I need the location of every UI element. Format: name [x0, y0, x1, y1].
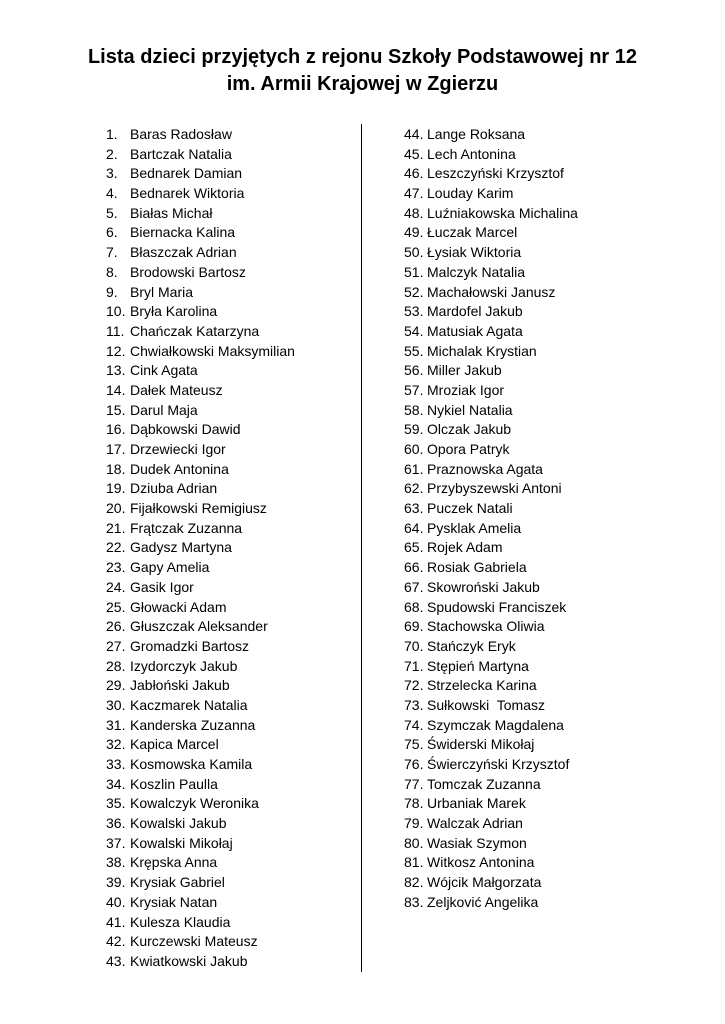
list-item-number: 30.	[106, 696, 126, 713]
list-item	[404, 755, 578, 775]
list-item	[106, 932, 295, 952]
list-item	[404, 164, 578, 184]
list-item-number: 64.	[404, 519, 424, 536]
list-item	[106, 164, 295, 184]
list-item	[404, 637, 578, 657]
list-item-name: Dąbkowski Dawid	[130, 421, 241, 438]
list-item-number: 44.	[404, 126, 424, 142]
list-item	[106, 243, 295, 263]
list-item-number: 51.	[404, 263, 424, 280]
list-item-number: 65.	[404, 539, 424, 556]
list-item	[404, 814, 578, 834]
list-item-number: 71.	[404, 657, 424, 674]
list-item-name: Fijałkowski Remigiusz	[130, 500, 267, 517]
list-item	[404, 538, 578, 558]
list-item-name: Bryła Karolina	[130, 303, 218, 320]
list-item	[404, 657, 578, 677]
list-item-number: 69.	[404, 618, 424, 635]
list-item-number: 82.	[404, 874, 424, 891]
list-item-number: 50.	[404, 244, 424, 261]
list-item-number: 4.	[106, 185, 118, 202]
list-item	[106, 204, 295, 224]
list-item-number: 41.	[106, 913, 126, 930]
list-item	[106, 401, 295, 421]
list-item	[404, 893, 578, 913]
list-item-number: 40.	[106, 893, 126, 910]
list-item	[106, 853, 295, 873]
list-item	[404, 558, 578, 578]
list-item	[404, 263, 578, 283]
list-item-name: Zeljković Angelika	[427, 893, 539, 910]
list-item-name: Świderski Mikołaj	[427, 736, 535, 753]
list-item-number: 28.	[106, 657, 126, 674]
list-item-number: 53.	[404, 303, 424, 320]
list-item	[404, 184, 578, 204]
list-item-number: 38.	[106, 854, 126, 871]
list-item-name: Tomczak Zuzanna	[427, 775, 541, 792]
list-item-name: Rosiak Gabriela	[427, 559, 527, 576]
list-item-name: Wójcik Małgorzata	[427, 874, 542, 891]
list-item-name: Michalak Krystian	[427, 342, 537, 359]
list-item-number: 16.	[106, 421, 126, 438]
list-item	[106, 696, 295, 716]
list-item	[404, 873, 578, 893]
list-item-name: Kapica Marcel	[130, 736, 219, 753]
list-item	[404, 578, 578, 598]
list-item-name: Leszczyński Krzysztof	[427, 165, 564, 182]
list-item-number: 68.	[404, 598, 424, 615]
list-item-number: 47.	[404, 185, 424, 202]
list-item-name: Kurczewski Mateusz	[130, 933, 258, 950]
list-item-name: Strzelecka Karina	[427, 677, 537, 694]
list-item-name: Gadysz Martyna	[130, 539, 232, 556]
list-item	[404, 853, 578, 873]
list-item	[404, 598, 578, 618]
list-item	[106, 735, 295, 755]
list-item-number: 21.	[106, 519, 126, 536]
list-item-number: 83.	[404, 893, 424, 910]
list-item-name: Jabłoński Jakub	[130, 677, 230, 694]
list-item-name: Kanderska Zuzanna	[130, 716, 256, 733]
list-item-name: Baras Radosław	[130, 126, 232, 142]
list-item-number: 19.	[106, 480, 126, 497]
list-item-name: Białas Michał	[130, 204, 213, 221]
list-item	[404, 499, 578, 519]
list-item-name: Mardofel Jakub	[427, 303, 523, 320]
list-item	[106, 125, 295, 145]
list-item	[404, 223, 578, 243]
list-item-number: 8.	[106, 263, 118, 280]
list-item	[404, 479, 578, 499]
list-item-name: Stańczyk Eryk	[427, 637, 516, 654]
list-item	[404, 735, 578, 755]
list-item	[106, 598, 295, 618]
list-item	[106, 381, 295, 401]
list-item	[106, 361, 295, 381]
list-item-number: 29.	[106, 677, 126, 694]
list-item-name: Koszlin Paulla	[130, 775, 218, 792]
list-item	[106, 223, 295, 243]
list-item-name: Frątczak Zuzanna	[130, 519, 243, 536]
list-item-name: Chańczak Katarzyna	[130, 322, 260, 339]
list-item-number: 6.	[106, 224, 118, 241]
list-item-number: 34.	[106, 775, 126, 792]
list-item-number: 77.	[404, 775, 424, 792]
list-item-name: Nykiel Natalia	[427, 401, 513, 418]
list-item	[106, 873, 295, 893]
list-item-name: Krysiak Gabriel	[130, 874, 225, 891]
list-column-right	[404, 125, 578, 913]
list-item-number: 12.	[106, 342, 126, 359]
list-item-name: Bryl Maria	[130, 283, 194, 300]
list-item-name: Krysiak Natan	[130, 893, 218, 910]
list-item-name: Bednarek Wiktoria	[130, 185, 245, 202]
list-item-number: 67.	[404, 578, 424, 595]
list-item	[404, 519, 578, 539]
list-item-number: 15.	[106, 401, 126, 418]
list-item	[404, 322, 578, 342]
list-item-number: 31.	[106, 716, 126, 733]
list-item-name: Chwiałkowski Maksymilian	[130, 342, 295, 359]
list-item-name: Cink Agata	[130, 362, 198, 379]
list-item-number: 35.	[106, 795, 126, 812]
list-item	[404, 283, 578, 303]
list-item-number: 58.	[404, 401, 424, 418]
list-item-number: 57.	[404, 381, 424, 398]
list-item	[404, 342, 578, 362]
column-divider	[361, 124, 362, 972]
list-item	[106, 440, 295, 460]
list-item-number: 52.	[404, 283, 424, 300]
list-item-number: 5.	[106, 204, 118, 221]
list-item-number: 27.	[106, 637, 126, 654]
list-item-number: 25.	[106, 598, 126, 615]
list-item	[106, 755, 295, 775]
list-item	[106, 952, 295, 972]
list-item-name: Machałowski Janusz	[427, 283, 556, 300]
list-item-number: 46.	[404, 165, 424, 182]
list-item-number: 61.	[404, 460, 424, 477]
list-item-number: 66.	[404, 559, 424, 576]
list-item	[106, 420, 295, 440]
list-item-name: Miller Jakub	[427, 362, 502, 379]
list-item	[404, 243, 578, 263]
list-item-number: 1.	[106, 126, 118, 142]
list-item	[404, 676, 578, 696]
list-item	[106, 322, 295, 342]
list-item-name: Gasik Igor	[130, 578, 194, 595]
list-item-number: 49.	[404, 224, 424, 241]
list-item-name: Głuszczak Aleksander	[130, 618, 268, 635]
list-item-name: Kowalski Jakub	[130, 815, 227, 832]
list-item-number: 10.	[106, 303, 126, 320]
list-item	[404, 204, 578, 224]
list-item-number: 2.	[106, 145, 118, 162]
list-item	[404, 401, 578, 421]
list-item-number: 14.	[106, 381, 126, 398]
list-item-number: 75.	[404, 736, 424, 753]
list-item-number: 73.	[404, 696, 424, 713]
list-item-name: Szymczak Magdalena	[427, 716, 564, 733]
list-item-name: Mroziak Igor	[427, 381, 505, 398]
list-item	[106, 893, 295, 913]
list-item-name: Malczyk Natalia	[427, 263, 526, 280]
list-item-name: Głowacki Adam	[130, 598, 227, 615]
list-item-name: Izydorczyk Jakub	[130, 657, 238, 674]
list-item-number: 13.	[106, 362, 126, 379]
list-item-number: 39.	[106, 874, 126, 891]
list-item	[106, 578, 295, 598]
list-item	[106, 538, 295, 558]
list-item	[106, 794, 295, 814]
list-item	[404, 716, 578, 736]
list-item-number: 56.	[404, 362, 424, 379]
list-item-name: Kulesza Klaudia	[130, 913, 231, 930]
list-item-name: Matusiak Agata	[427, 322, 523, 339]
list-item-name: Krępska Anna	[130, 854, 218, 871]
list-item-name: Lange Roksana	[427, 126, 526, 142]
list-item-name: Dałek Mateusz	[130, 381, 223, 398]
list-item-name: Olczak Jakub	[427, 421, 512, 438]
list-item-name: Błaszczak Adrian	[130, 244, 237, 261]
list-item-name: Przybyszewski Antoni	[427, 480, 562, 497]
list-item	[404, 145, 578, 165]
list-item-number: 76.	[404, 756, 424, 772]
list-item-name: Lech Antonina	[427, 145, 516, 162]
list-item-name: Urbaniak Marek	[427, 795, 526, 812]
list-item	[106, 342, 295, 362]
list-item-name: Gromadzki Bartosz	[130, 637, 250, 654]
list-item	[106, 834, 295, 854]
list-item-name: Rojek Adam	[427, 539, 503, 556]
list-item-name: Dziuba Adrian	[130, 480, 218, 497]
list-item	[106, 657, 295, 677]
list-item-name: Łysiak Wiktoria	[427, 244, 522, 261]
list-item	[404, 775, 578, 795]
list-item-number: 80.	[404, 834, 424, 851]
list-item-name: Darul Maja	[130, 401, 198, 418]
list-item-number: 48.	[404, 204, 424, 221]
list-item-number: 79.	[404, 815, 424, 832]
page-title	[0, 44, 725, 98]
list-item	[106, 145, 295, 165]
list-item-number: 36.	[106, 815, 126, 832]
list-item	[404, 125, 578, 145]
list-item	[106, 637, 295, 657]
list-item-name: Witkosz Antonina	[427, 854, 535, 871]
list-item-name: Drzewiecki Igor	[130, 441, 226, 457]
list-item-name: Gapy Amelia	[130, 559, 210, 576]
list-item	[404, 420, 578, 440]
list-item	[404, 302, 578, 322]
list-item-number: 72.	[404, 677, 424, 694]
list-item-name: Brodowski Bartosz	[130, 263, 246, 280]
list-item-name: Bartczak Natalia	[130, 145, 232, 162]
list-item-name: Stachowska Oliwia	[427, 618, 545, 635]
list-item-name: Luźniakowska Michalina	[427, 204, 578, 221]
list-item	[404, 794, 578, 814]
list-item	[106, 716, 295, 736]
list-item	[404, 440, 578, 460]
list-item-number: 17.	[106, 441, 126, 457]
list-item-name: Pysklak Amelia	[427, 519, 522, 536]
title-line-1: Lista dzieci przyjętych z rejonu Szkoły Podstawowej nr 12	[87, 46, 638, 68]
list-item	[106, 676, 295, 696]
list-item	[404, 617, 578, 637]
list-item-number: 9.	[106, 283, 118, 300]
list-item-number: 45.	[404, 145, 424, 162]
list-item-number: 74.	[404, 716, 424, 733]
list-item-number: 23.	[106, 559, 126, 576]
list-item-name: Świerczyński Krzysztof	[427, 756, 570, 772]
list-item-name: Kosmowska Kamila	[130, 756, 253, 772]
list-item	[106, 814, 295, 834]
list-item-number: 32.	[106, 736, 126, 753]
list-item-number: 33.	[106, 756, 126, 772]
list-item	[106, 460, 295, 480]
list-item-number: 63.	[404, 500, 424, 517]
list-item-number: 22.	[106, 539, 126, 556]
list-item-number: 59.	[404, 421, 424, 438]
list-item-name: Łuczak Marcel	[427, 224, 518, 241]
list-item-name: Kwiatkowski Jakub	[130, 952, 248, 969]
list-item-name: Stępień Martyna	[427, 657, 529, 674]
list-item-name: Walczak Adrian	[427, 815, 523, 832]
list-item-number: 37.	[106, 834, 126, 851]
list-item-number: 43.	[106, 952, 126, 969]
list-item-name: Praznowska Agata	[427, 460, 543, 477]
list-item	[106, 617, 295, 637]
list-item-name: Kowalczyk Weronika	[130, 795, 259, 812]
list-item-number: 11.	[106, 322, 125, 339]
list-item-number: 42.	[106, 933, 126, 950]
list-item-number: 20.	[106, 500, 126, 517]
list-item-number: 18.	[106, 460, 126, 477]
list-item	[106, 913, 295, 933]
list-item-number: 7.	[106, 244, 118, 261]
list-item-name: Louday Karim	[427, 185, 514, 202]
list-item	[404, 381, 578, 401]
list-item	[106, 558, 295, 578]
list-item-name: Sułkowski Tomasz	[427, 696, 546, 713]
list-item-name: Spudowski Franciszek	[427, 598, 567, 615]
list-column-left	[106, 125, 295, 972]
list-item	[106, 499, 295, 519]
list-item-name: Skowroński Jakub	[427, 578, 540, 595]
list-item-number: 78.	[404, 795, 424, 812]
list-item-number: 24.	[106, 578, 126, 595]
list-item-number: 26.	[106, 618, 126, 635]
list-item-number: 55.	[404, 342, 424, 359]
list-item-number: 70.	[404, 637, 424, 654]
list-item-number: 3.	[106, 165, 118, 182]
list-item-number: 81.	[404, 854, 424, 871]
list-item	[404, 460, 578, 480]
list-item-number: 54.	[404, 322, 424, 339]
list-item-name: Bednarek Damian	[130, 165, 243, 182]
list-item-name: Kowalski Mikołaj	[130, 834, 233, 851]
list-item	[106, 519, 295, 539]
list-item	[404, 361, 578, 381]
list-item-name: Opora Patryk	[427, 441, 510, 457]
list-item-name: Puczek Natali	[427, 500, 513, 517]
list-item	[404, 696, 578, 716]
title-line-2: im. Armii Krajowej w Zgierzu	[226, 73, 499, 95]
list-item-number: 62.	[404, 480, 424, 497]
list-item	[106, 184, 295, 204]
list-item	[106, 263, 295, 283]
list-item	[106, 775, 295, 795]
list-item	[106, 479, 295, 499]
list-item-name: Kaczmarek Natalia	[130, 696, 248, 713]
list-item-name: Biernacka Kalina	[130, 224, 236, 241]
list-item-name: Wasiak Szymon	[427, 834, 527, 851]
list-item	[106, 283, 295, 303]
list-item-name: Dudek Antonina	[130, 460, 229, 477]
list-item-number: 60.	[404, 441, 424, 457]
list-item	[404, 834, 578, 854]
list-item	[106, 302, 295, 322]
